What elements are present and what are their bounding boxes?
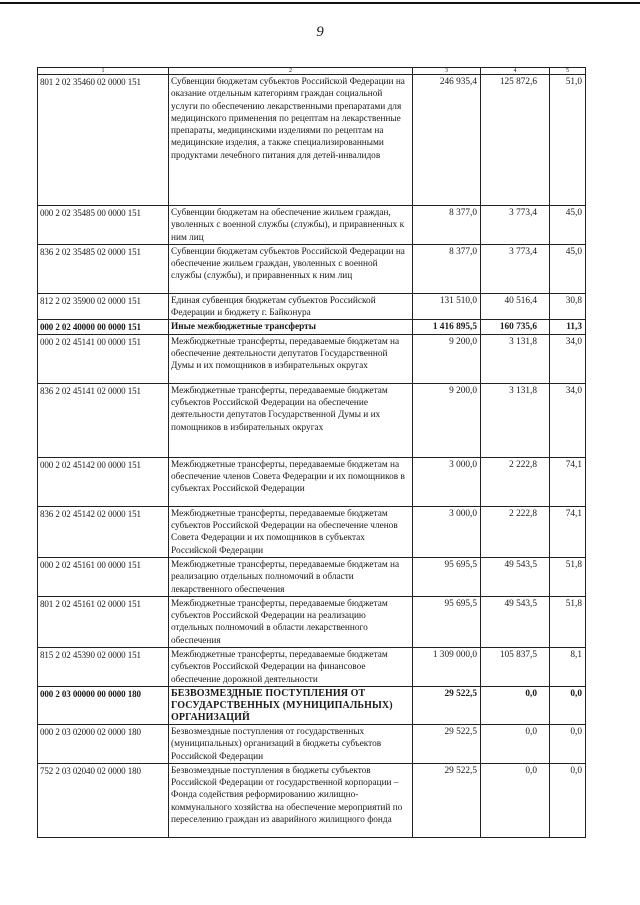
row-percent: 45,0 <box>550 244 586 293</box>
row-name: Субвенции бюджетам субъектов Российской Федерации на обеспечение жильем граждан, уволенных с военной службы (службы), и приравненных к ним лиц <box>169 244 413 293</box>
row-actual-amount: 3 131,8 <box>481 334 550 383</box>
row-actual-amount: 40 516,4 <box>481 293 550 320</box>
row-code: 000 2 03 02000 02 0000 180 <box>38 724 169 763</box>
row-code: 815 2 02 45390 02 0000 151 <box>38 648 169 687</box>
row-name: Субвенции бюджетам субъектов Российской Федерации на оказание отдельным категориям граждан социальной услуги по обеспечению лекарственными препаратами для медицинского применения по рецептам на лекарственные препараты, медицинскими изделиями по рецептам на медицинские изделия, а также специализированными продуктами лечебного питания для детей-инвалидов <box>169 75 413 206</box>
row-name: Безвозмездные поступления от государственных (муниципальных) организаций в бюджеты субъектов Российской Федерации <box>169 724 413 763</box>
table-row <box>38 320 586 334</box>
row-code: 836 2 02 45141 02 0000 151 <box>38 383 169 457</box>
table-row <box>38 506 586 557</box>
row-plan-amount: 3 000,0 <box>413 457 481 506</box>
table-row <box>38 293 586 320</box>
row-actual-amount: 0,0 <box>481 686 550 724</box>
row-actual-amount: 49 543,5 <box>481 557 550 596</box>
row-plan-amount: 1 309 000,0 <box>413 648 481 687</box>
row-name: Межбюджетные трансферты, передаваемые бюджетам субъектов Российской Федерации на реализацию отдельных полномочий в области лекарственного обеспечения <box>169 596 413 647</box>
column-header-code: 1 <box>38 68 169 75</box>
row-percent: 8,1 <box>550 648 586 687</box>
row-plan-amount: 8 377,0 <box>413 206 481 245</box>
table-row <box>38 244 586 293</box>
row-name: Межбюджетные трансферты, передаваемые бюджетам на обеспечение членов Совета Федерации и их помощников в субъектах Российской Федерации <box>169 457 413 506</box>
row-plan-amount: 9 200,0 <box>413 383 481 457</box>
row-code: 000 2 02 45141 00 0000 151 <box>38 334 169 383</box>
row-actual-amount: 49 543,5 <box>481 596 550 647</box>
row-plan-amount: 9 200,0 <box>413 334 481 383</box>
row-name: Межбюджетные трансферты, передаваемые бюджетам субъектов Российской Федерации на обеспечение членов Совета Федерации и их помощников в субъектах Российской Федерации <box>169 506 413 557</box>
row-code: 000 2 02 35485 00 0000 151 <box>38 206 169 245</box>
row-code: 752 2 03 02040 02 0000 180 <box>38 763 169 837</box>
row-plan-amount: 95 695,5 <box>413 557 481 596</box>
row-code: 801 2 02 45161 02 0000 151 <box>38 596 169 647</box>
page-number: 9 <box>316 24 324 40</box>
column-number-row <box>38 68 586 75</box>
row-name: Субвенции бюджетам на обеспечение жильем граждан, уволенных с военной службы (службы), и приравненных к ним лиц <box>169 206 413 245</box>
row-actual-amount: 3 773,4 <box>481 244 550 293</box>
row-plan-amount: 246 935,4 <box>413 75 481 206</box>
row-actual-amount: 0,0 <box>481 724 550 763</box>
row-code: 801 2 02 35460 02 0000 151 <box>38 75 169 206</box>
table-row <box>38 557 586 596</box>
row-code: 000 2 02 45142 00 0000 151 <box>38 457 169 506</box>
row-actual-amount: 3 773,4 <box>481 206 550 245</box>
row-percent: 11,3 <box>550 320 586 334</box>
row-percent: 74,1 <box>550 457 586 506</box>
table-row <box>38 763 586 837</box>
row-percent: 30,8 <box>550 293 586 320</box>
column-header-name: 2 <box>169 68 413 75</box>
row-actual-amount: 105 837,5 <box>481 648 550 687</box>
row-code: 000 2 02 40000 00 0000 151 <box>38 320 169 334</box>
row-percent: 34,0 <box>550 334 586 383</box>
row-plan-amount: 29 522,5 <box>413 686 481 724</box>
table-row <box>38 596 586 647</box>
table-row <box>38 648 586 687</box>
top-border-line <box>0 2 640 4</box>
row-code: 836 2 02 45142 02 0000 151 <box>38 506 169 557</box>
budget-table <box>37 67 586 838</box>
row-percent: 51,8 <box>550 596 586 647</box>
column-header-plan: 3 <box>413 68 481 75</box>
table-row <box>38 206 586 245</box>
row-percent: 51,8 <box>550 557 586 596</box>
row-name: Межбюджетные трансферты, передаваемые бюджетам субъектов Российской Федерации на обеспечение деятельности депутатов Государственной Думы и их помощников в избирательных округах <box>169 383 413 457</box>
row-percent: 0,0 <box>550 724 586 763</box>
row-plan-amount: 8 377,0 <box>413 244 481 293</box>
row-code: 836 2 02 35485 02 0000 151 <box>38 244 169 293</box>
row-actual-amount: 2 222,8 <box>481 506 550 557</box>
table-row <box>38 383 586 457</box>
row-plan-amount: 29 522,5 <box>413 724 481 763</box>
column-header-fact: 4 <box>481 68 550 75</box>
column-header-percent: 5 <box>550 68 586 75</box>
table-row <box>38 457 586 506</box>
row-code: 812 2 02 35900 02 0000 151 <box>38 293 169 320</box>
row-percent: 51,0 <box>550 75 586 206</box>
row-name: Единая субвенция бюджетам субъектов Российской Федерации и бюджету г. Байконура <box>169 293 413 320</box>
row-actual-amount: 0,0 <box>481 763 550 837</box>
row-code: 000 2 03 00000 00 0000 180 <box>38 686 169 724</box>
row-percent: 34,0 <box>550 383 586 457</box>
row-plan-amount: 131 510,0 <box>413 293 481 320</box>
row-name: Межбюджетные трансферты, передаваемые бюджетам субъектов Российской Федерации на финансовое обеспечение дорожной деятельности <box>169 648 413 687</box>
table-row <box>38 686 586 724</box>
table-row <box>38 724 586 763</box>
row-plan-amount: 29 522,5 <box>413 763 481 837</box>
row-name: Межбюджетные трансферты, передаваемые бюджетам на обеспечение деятельности депутатов Государственной Думы и их помощников в избирательных округах <box>169 334 413 383</box>
row-actual-amount: 125 872,6 <box>481 75 550 206</box>
row-plan-amount: 1 416 895,5 <box>413 320 481 334</box>
row-name: Иные межбюджетные трансферты <box>169 320 413 334</box>
table-row <box>38 334 586 383</box>
row-actual-amount: 2 222,8 <box>481 457 550 506</box>
row-name: БЕЗВОЗМЕЗДНЫЕ ПОСТУПЛЕНИЯ ОТ ГОСУДАРСТВЕННЫХ (МУНИЦИПАЛЬНЫХ) ОРГАНИЗАЦИЙ <box>169 686 413 724</box>
row-plan-amount: 3 000,0 <box>413 506 481 557</box>
row-code: 000 2 02 45161 00 0000 151 <box>38 557 169 596</box>
row-actual-amount: 3 131,8 <box>481 383 550 457</box>
row-percent: 74,1 <box>550 506 586 557</box>
row-name: Безвозмездные поступления в бюджеты субъектов Российской Федерации от государственной корпорации – Фонда содействия реформированию жилищно-коммунального хозяйства на обеспечение мероприятий по переселению граждан из аварийного жилищного фонда <box>169 763 413 837</box>
row-percent: 45,0 <box>550 206 586 245</box>
row-percent: 0,0 <box>550 763 586 837</box>
row-actual-amount: 160 735,6 <box>481 320 550 334</box>
row-name: Межбюджетные трансферты, передаваемые бюджетам на реализацию отдельных полномочий в области лекарственного обеспечения <box>169 557 413 596</box>
table-row <box>38 75 586 206</box>
row-percent: 0,0 <box>550 686 586 724</box>
row-plan-amount: 95 695,5 <box>413 596 481 647</box>
